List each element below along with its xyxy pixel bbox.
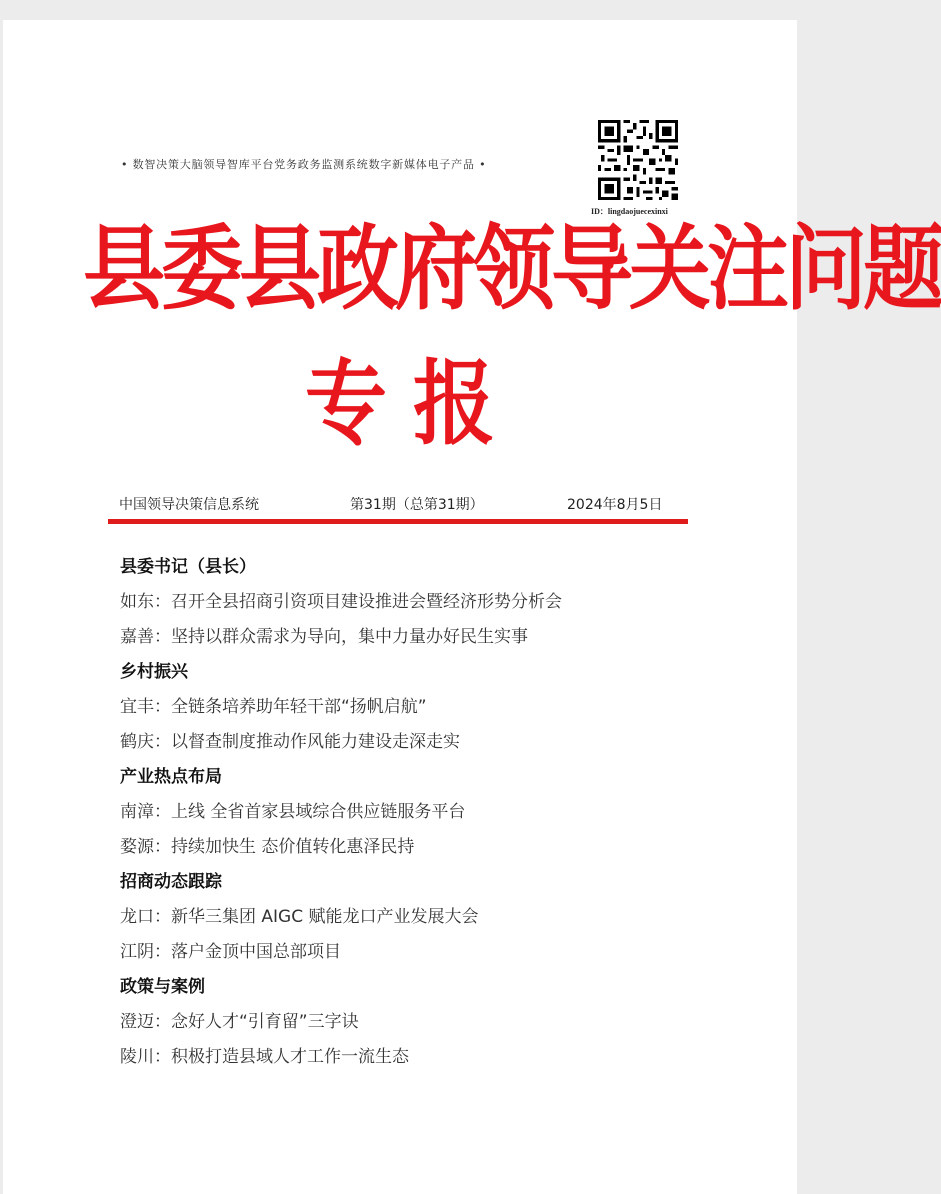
list-item[interactable]: 江阴：落户金顶中国总部项目 — [120, 942, 341, 962]
list-item[interactable]: 澄迈：念好人才“引育留”三字诀 — [120, 1012, 359, 1032]
issue-number: 第31期（总第31期） — [350, 497, 484, 513]
list-item[interactable]: 宜丰：全链条培养助年轻干部“扬帆启航” — [120, 697, 427, 717]
list-item[interactable]: 如东：召开全县招商引资项目建设推进会暨经济形势分析会 — [120, 592, 562, 612]
publisher-name: 中国领导决策信息系统 — [119, 497, 259, 513]
report-subtitle: 专报 — [304, 350, 521, 458]
section-heading: 县委书记（县长） — [120, 557, 256, 577]
header-divider — [108, 519, 688, 524]
qr-code-icon — [598, 120, 678, 200]
section-heading: 乡村振兴 — [120, 662, 188, 682]
header-tagline: • 数智决策大脑领导智库平台党务政务监测系统数字新媒体电子产品 • — [121, 158, 487, 171]
list-item[interactable]: 鹤庆：以督查制度推动作风能力建设走深走实 — [120, 732, 460, 752]
contents-list — [120, 550, 740, 1075]
list-item[interactable]: 龙口：新华三集团 AIGC 赋能龙口产业发展大会 — [120, 907, 479, 927]
list-item[interactable]: 陵川：积极打造县域人才工作一流生态 — [120, 1047, 409, 1067]
section-heading: 招商动态跟踪 — [120, 872, 222, 892]
section-heading: 产业热点布局 — [120, 767, 222, 787]
document-page — [3, 20, 941, 1194]
list-item[interactable]: 南漳：上线 全省首家县域综合供应链服务平台 — [120, 802, 466, 822]
qr-code-id: ID：lingdaojuecexinxi — [591, 207, 668, 216]
publish-date: 2024年8月5日 — [567, 497, 663, 513]
list-item[interactable]: 嘉善：坚持以群众需求为导向，集中力量办好民生实事 — [120, 627, 528, 647]
list-item[interactable]: 婺源：持续加快生 态价值转化惠泽民持 — [120, 837, 415, 857]
report-title: 县委县政府领导关注问题 — [83, 215, 941, 323]
section-heading: 政策与案例 — [120, 977, 205, 997]
